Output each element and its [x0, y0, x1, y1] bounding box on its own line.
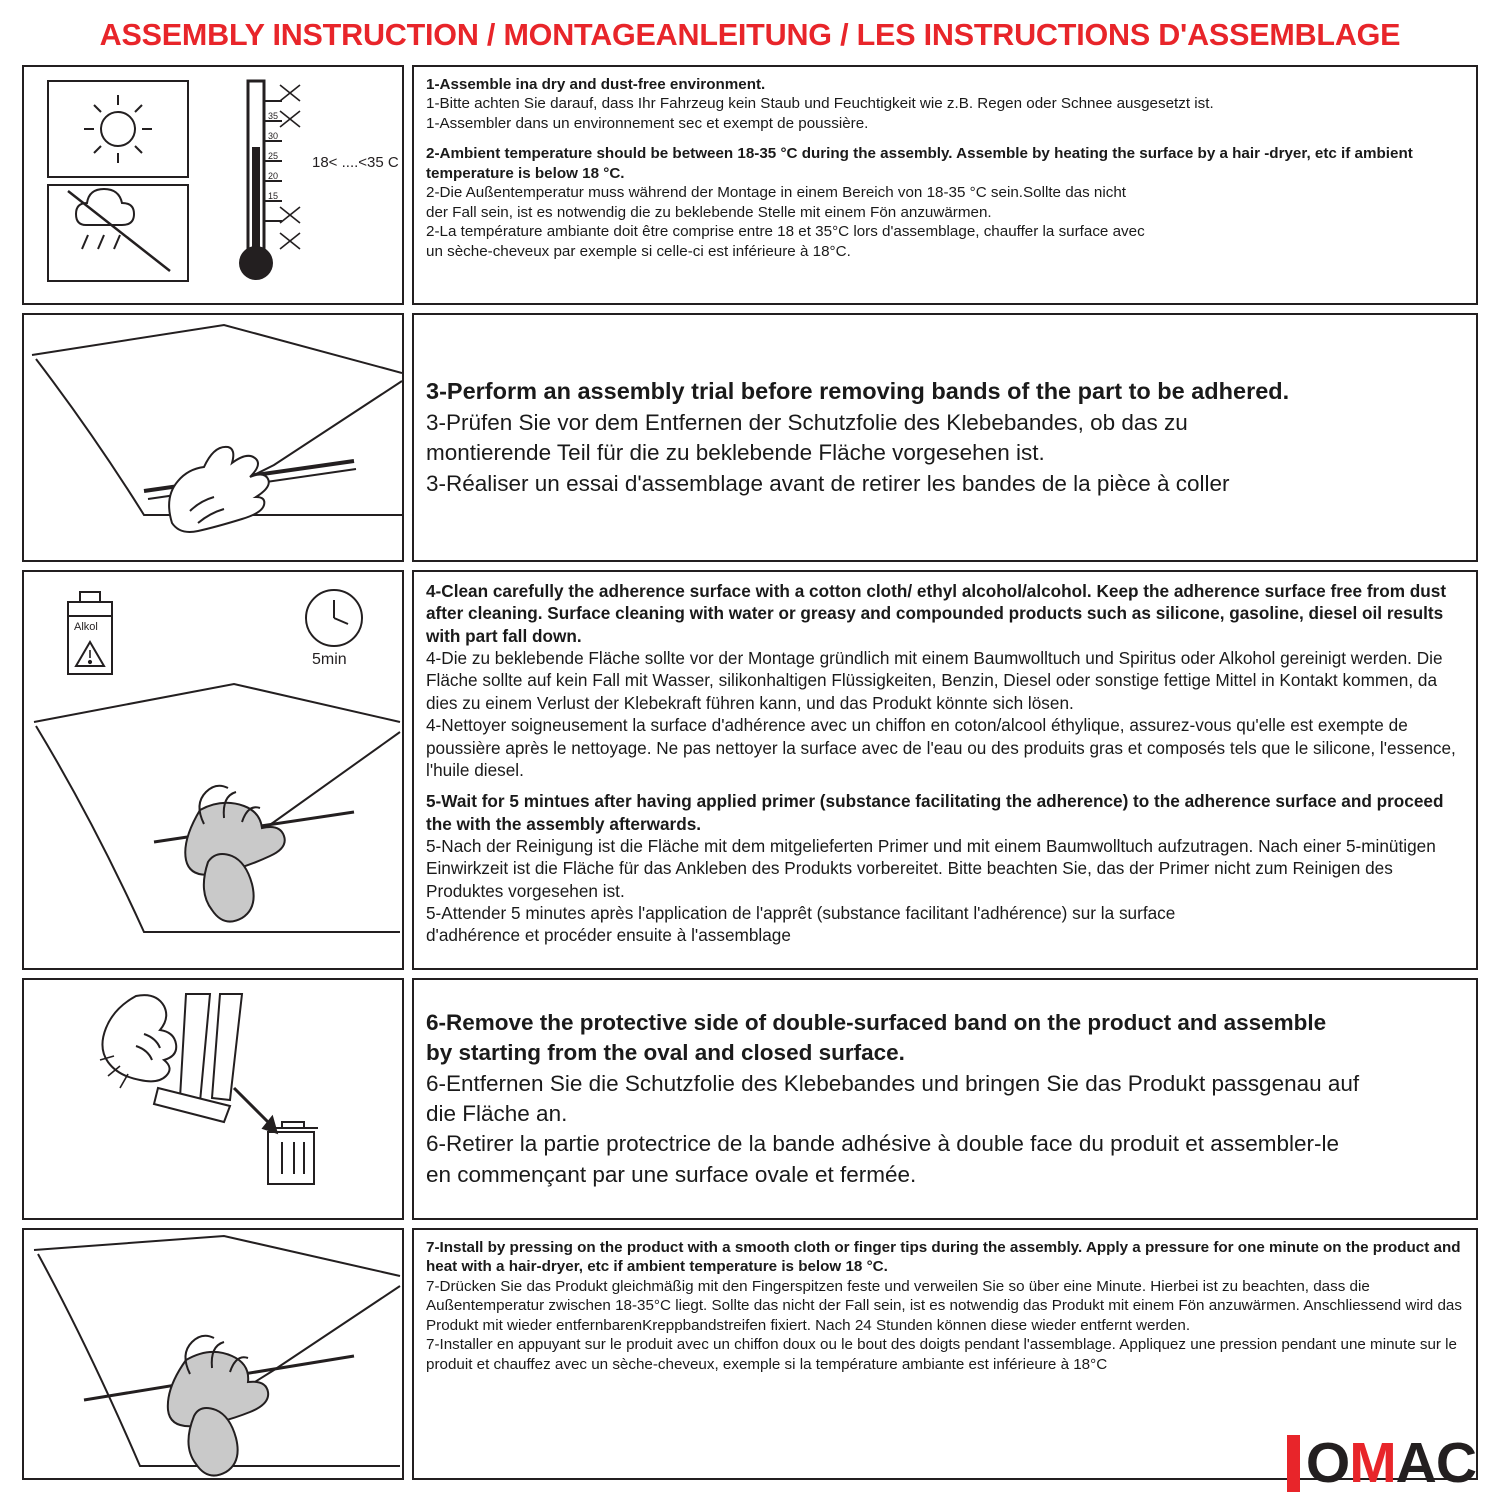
instruction-grid	[22, 65, 1478, 1495]
step6-drawing	[24, 980, 402, 1218]
step7-de: 7-Drücken Sie das Produkt gleichmäßig mit den Fingerspitzen feste und verweilen Sie so über eine Minute. Hierbei ist zu beachten, dass die Außentemperatur zwischen 18-35°C liegt. Sollte das nicht der Fall sein, ist es notwendig das Produkt mit einem Fön anzuwärmen. Anschliessend wird das Produkt mit wieder entfernbarenKreppbandstreifen fixiert. Nach 24 Stunden können diese wieder entfernt werden.	[426, 1277, 1462, 1334]
step6-en-line1: 6-Remove the protective side of double-surfaced band on the product and assemble	[426, 1009, 1327, 1035]
illustration-step7	[22, 1228, 404, 1480]
svg-text:15: 15	[268, 191, 279, 201]
step5-de: 5-Nach der Reinigung ist die Fläche mit dem mitgelieferten Primer und mit einem Baumwolltuch aufzutragen. Nach einer 5-minütigen Einwirkzeit ist die Fläche für das Ankleben des Produkts vorbereitet. Bitte beachten Sie, das der Primer nicht zum Reinigen des Produktes vorgesehen ist.	[426, 835, 1436, 901]
step2-en: 2-Ambient temperature should be between 18-35 °C during the assembly. Assemble by heating the surface by a hair -dryer, etc if ambient temperature is below 18 °C.	[426, 145, 1413, 182]
row-step-1-2	[22, 65, 1478, 305]
svg-text:20: 20	[268, 171, 279, 181]
step1-en: 1-Assemble ina dry and dust-free environment.	[426, 76, 766, 93]
step3-fr: 3-Réaliser un essai d'assemblage avant de retirer les bandes de la pièce à coller	[426, 470, 1230, 496]
text-step-3	[412, 313, 1478, 562]
row-step-4-5	[22, 570, 1478, 970]
sun-icon	[84, 95, 152, 163]
step2-fr-line2: un sèche-cheveux par exemple si celle-ci est inférieure à 18°C.	[426, 242, 851, 260]
row-step-3	[22, 313, 1478, 562]
clock-label: 5min	[312, 651, 347, 668]
step7-en: 7-Install by pressing on the product with a smooth cloth or finger tips during the assembly. Apply a pressure for one minute on the product and heat with a hair-dryer, etc if ambient temperature is below 18 °C.	[426, 1239, 1461, 1276]
step5-fr-line2: d'adhérence et procéder ensuite à l'assemblage	[426, 925, 791, 946]
step3-de-line1: 3-Prüfen Sie vor dem Entfernen der Schutzfolie des Klebebandes, ob das zu	[426, 409, 1188, 435]
step1-drawing	[24, 67, 406, 303]
step6-fr-line1: 6-Retirer la partie protectrice de la bande adhésive à double face du produit et assembler-le	[426, 1131, 1340, 1157]
text-step-4-5	[412, 570, 1478, 970]
svg-text:30: 30	[268, 131, 279, 141]
logo-accent-bar	[1287, 1435, 1300, 1492]
step4-en: 4-Clean carefully the adherence surface with a cotton cloth/ ethyl alcohol/alcohol. Keep the adherence surface free from dust after cleaning. Surface cleaning with water or greasy and compounded products such as silicone, gasoline, diesel oil results with part fall down.	[426, 581, 1447, 646]
temperature-range-label: 18< ....<35 C	[312, 154, 399, 171]
row-step-7	[22, 1228, 1478, 1480]
step6-fr-line2: en commençant par une surface ovale et fermée.	[426, 1161, 917, 1187]
step5-en: 5-Wait for 5 mintues after having applied primer (substance facilitating the adherence) to the adherence surface and proceed the with the assembly afterwards.	[426, 791, 1444, 834]
illustration-step6	[22, 978, 404, 1220]
thermometer-icon	[239, 81, 300, 280]
svg-text:35: 35	[268, 111, 279, 121]
text-step-6	[412, 978, 1478, 1220]
step4-drawing	[24, 572, 402, 968]
step2-de-line2: der Fall sein, ist es notwendig die zu beklebende Stelle mit einem Fön anzuwärmen.	[426, 203, 992, 221]
hand-with-cloth-icon	[185, 786, 284, 922]
svg-text:25: 25	[268, 151, 279, 161]
step5-fr-line1: 5-Attender 5 minutes après l'application de l'apprêt (substance facilitant l'adhérence) sur la surface	[426, 903, 1176, 924]
step2-fr-line1: 2-La température ambiante doit être comprise entre 18 et 35°C lors d'assemblage, chauffer la surface avec	[426, 223, 1145, 241]
step4-fr: 4-Nettoyer soigneusement la surface d'adhérence avec un chiffon en coton/alcool éthylique, assurez-vous qu'elle est exempte de poussière après le nettoyage. Ne pas nettoyer la surface avec de l'eau ou des produits gras et composés tels que le silicone, l'essence, l'huile diesel.	[426, 715, 1456, 780]
bottle-label: Alkol	[74, 621, 98, 633]
hand-peeling-tape-icon	[100, 994, 242, 1122]
hand-pressing-cloth-icon	[168, 1336, 268, 1476]
row-step-6	[22, 978, 1478, 1220]
step2-de-line1: 2-Die Außentemperatur muss während der Montage in einem Bereich von 18-35 °C sein.Sollte das nicht	[426, 184, 1127, 202]
step3-de-line2: montierende Teil für die zu beklebende Fläche vorgesehen ist.	[426, 440, 1045, 466]
brand-logo	[1287, 1431, 1476, 1495]
no-rain-icon	[68, 189, 170, 271]
step6-de-line1: 6-Entfernen Sie die Schutzfolie des Klebebandes und bringen Sie das Produkt passgenau auf	[426, 1070, 1360, 1096]
step6-en-line2: by starting from the oval and closed surface.	[426, 1040, 905, 1066]
step1-fr: 1-Assembler dans un environnement sec et exempt de poussière.	[426, 114, 869, 132]
step3-drawing	[24, 315, 402, 560]
step3-en: 3-Perform an assembly trial before removing bands of the part to be adhered.	[426, 378, 1290, 405]
hand-with-strip-icon	[169, 447, 269, 532]
logo-text: OMAC	[1305, 1431, 1476, 1495]
step7-fr: 7-Installer en appuyant sur le produit avec un chiffon doux ou le bout des doigts pendant l'assemblage. Appliquez une pression pendant une minute sur le produit et chauffez avec un sèche-cheveux, exemple si la température ambiante est inférieure à 18°C	[426, 1336, 1457, 1373]
alcohol-bottle-icon	[68, 592, 112, 674]
illustration-step1	[22, 65, 404, 305]
step1-de: 1-Bitte achten Sie darauf, dass Ihr Fahrzeug kein Staub und Feuchtigkeit wie z.B. Regen oder Schnee ausgesetzt ist.	[426, 95, 1214, 113]
illustration-step4	[22, 570, 404, 970]
step7-drawing	[24, 1230, 402, 1478]
step6-de-line2: die Fläche an.	[426, 1101, 568, 1126]
text-step-1-2	[412, 65, 1478, 305]
clock-icon	[306, 590, 362, 646]
step4-de: 4-Die zu beklebende Fläche sollte vor der Montage gründlich mit einem Baumwolltuch und Spiritus oder Alkohol gereinigt werden. Die Fläche sollte auf kein Fall mit Wasser, silikonhaltigen Flüssigkeiten, Benzin, Diesel oder sonstige fettige Mittel in Kontakt kommen, da dies zu einem Verlust der Klebekraft führen kann, und das Produkt könnte sich lösen.	[426, 648, 1443, 713]
trash-bin-icon	[264, 1122, 318, 1184]
page-title: ASSEMBLY INSTRUCTION / MONTAGEANLEITUNG / LES INSTRUCTIONS D'ASSEMBLAGE	[99, 18, 1401, 52]
illustration-step3	[22, 313, 404, 562]
